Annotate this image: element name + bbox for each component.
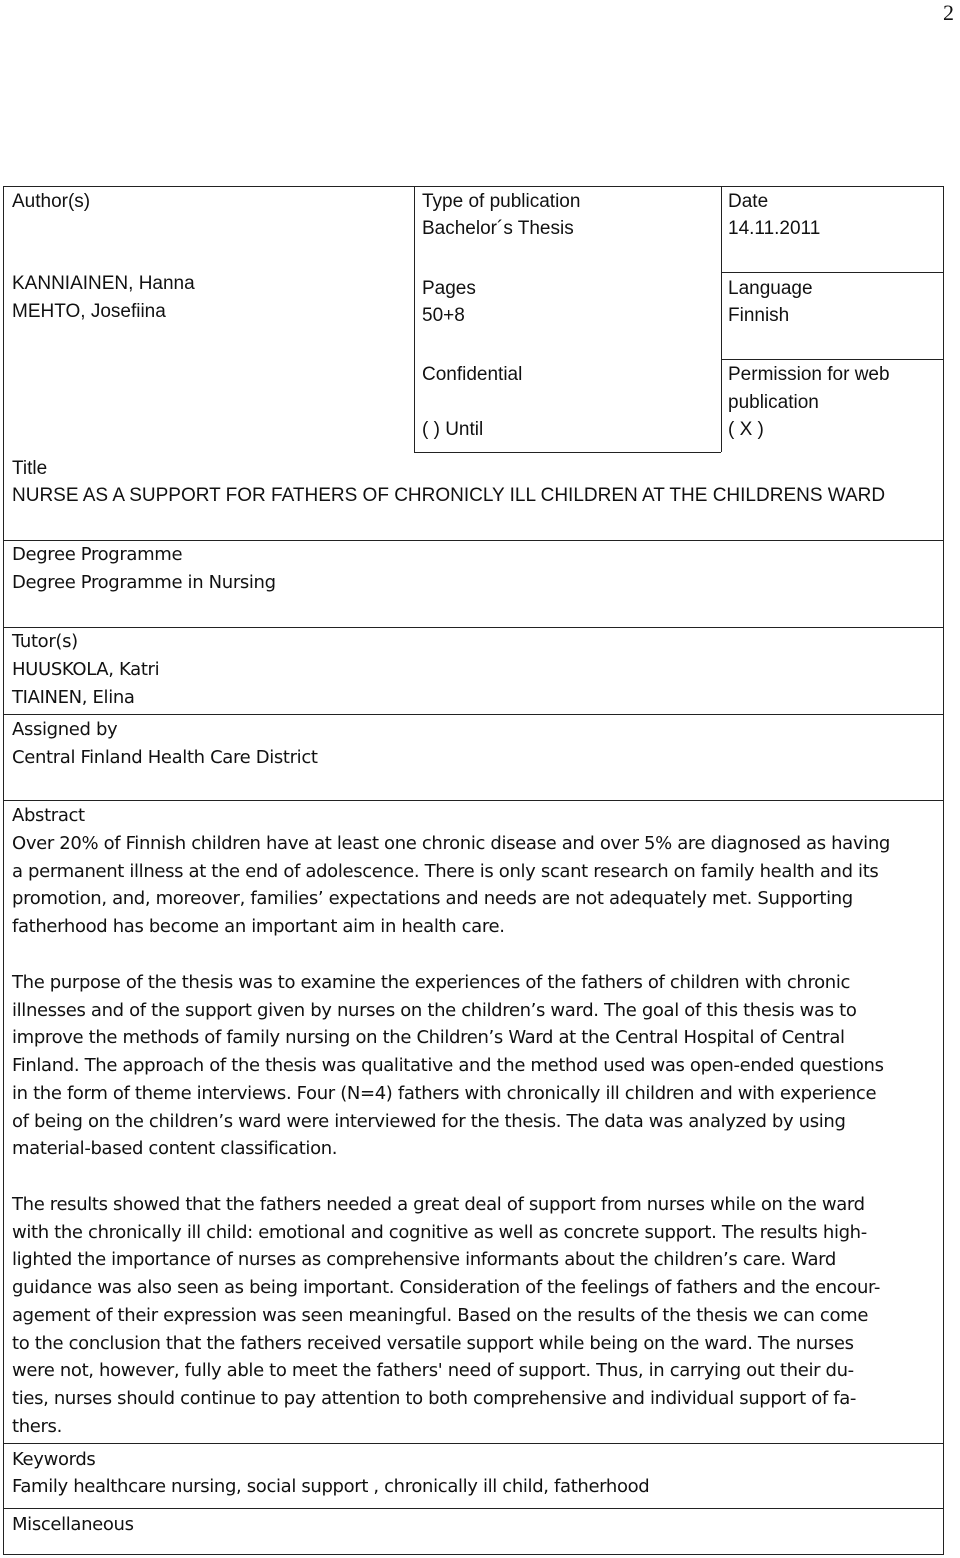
abstract-line: were not, however, fully able to meet the fathers' need of support. Thus, in carrying out their du- [12,1360,854,1382]
row-divider-date [721,272,943,273]
publication-type-value: Bachelor´s Thesis [422,218,574,239]
row-divider-tutors [4,714,943,715]
column-divider-2 [721,187,722,452]
row-divider-assigned [4,800,943,801]
assigned-by-label: Assigned by [12,719,118,740]
tutors-label: Tutor(s) [12,631,78,652]
abstract-line: in the form of theme interviews. Four (N=4) fathers with chronically ill children and with experience [12,1082,877,1104]
author-label: Author(s) [12,191,91,212]
row-divider-keywords [4,1443,943,1444]
keywords-label: Keywords [12,1449,96,1470]
row-divider-misc [4,1508,943,1509]
row-divider-language [721,359,943,360]
permission-value: ( X ) [728,419,764,440]
column-divider-1 [414,187,415,452]
publication-type-label: Type of publication [422,191,581,212]
abstract-line: agement of their expression was seen meaningful. Based on the results of the thesis we can come [12,1304,869,1326]
abstract-line: Finland. The approach of the thesis was qualitative and the method used was open-ended questions [12,1055,884,1077]
page-number: 2 [943,0,954,25]
abstract-label: Abstract [12,805,85,826]
language-value: Finnish [728,305,790,326]
abstract-line: to the conclusion that the fathers received versatile support while being on the ward. The nurses [12,1332,854,1354]
abstract-line: Over 20% of Finnish children have at least one chronic disease and over 5% are diagnosed as having [12,833,890,854]
abstract-line: a permanent illness at the end of adolescence. There is only scant research on family health and its [12,860,879,882]
abstract-line: ties, nurses should continue to pay attention to both comprehensive and individual support of fa- [12,1387,857,1409]
pages-value: 50+8 [422,305,465,326]
author-name-1: KANNIAINEN, Hanna [12,273,195,294]
abstract-line: The results showed that the fathers needed a great deal of support from nurses while on the ward [12,1194,865,1215]
abstract-line: improve the methods of family nursing on the Children’s Ward at the Central Hospital of Central [12,1027,845,1049]
permission-label-line2: publication [728,392,819,413]
abstract-paragraph-2 [12,969,942,1163]
tutor-name-1: HUUSKOLA, Katri [12,659,160,680]
assigned-by-value: Central Finland Health Care District [12,747,318,768]
abstract-line: thers. [12,1415,62,1437]
abstract-line: The purpose of the thesis was to examine the experiences of the fathers of children with chronic [12,972,851,993]
pages-label: Pages [422,278,476,299]
abstract-line: lighted the importance of nurses as comprehensive informants about the children’s care. Ward [12,1249,836,1271]
degree-label: Degree Programme [12,544,183,565]
abstract-line: of being on the children’s ward were interviewed for the thesis. The data was analyzed by using [12,1110,846,1132]
abstract-paragraph-3 [12,1191,942,1440]
row-divider-degree [4,627,943,628]
abstract-paragraph-1 [12,830,942,941]
title-label: Title [12,458,48,479]
date-label: Date [728,191,769,212]
language-label: Language [728,278,813,299]
thesis-title: NURSE AS A SUPPORT FOR FATHERS OF CHRONICLY ILL CHILDREN AT THE CHILDRENS WARD [12,485,886,506]
tutor-name-2: TIAINEN, Elina [12,687,135,708]
miscellaneous-label: Miscellaneous [12,1514,134,1535]
author-name-2: MEHTO, Josefiina [12,301,166,322]
abstract-line: with the chronically ill child: emotional and cognitive as well as concrete support. The results high- [12,1221,867,1243]
date-value: 14.11.2011 [728,218,821,239]
confidential-label: Confidential [422,364,523,385]
keywords-value: Family healthcare nursing, social support , chronically ill child, fatherhood [12,1476,650,1497]
abstract-line: illnesses and of the support given by nurses on the children’s ward. The goal of this thesis was to [12,999,857,1021]
abstract-line: material-based content classification. [12,1138,338,1160]
abstract-line: fatherhood has become an important aim in health care. [12,916,505,938]
confidential-value: ( ) Until [422,419,484,440]
row-divider-header-middle [414,452,721,453]
abstract-line: guidance was also seen as being important. Consideration of the feelings of fathers and the encour- [12,1277,881,1299]
thesis-description-form [3,186,944,1555]
abstract-line: promotion, and, moreover, families’ expectations and needs are not adequately met. Supporting [12,888,853,910]
permission-label-line1: Permission for web [728,364,890,385]
degree-value: Degree Programme in Nursing [12,572,276,593]
